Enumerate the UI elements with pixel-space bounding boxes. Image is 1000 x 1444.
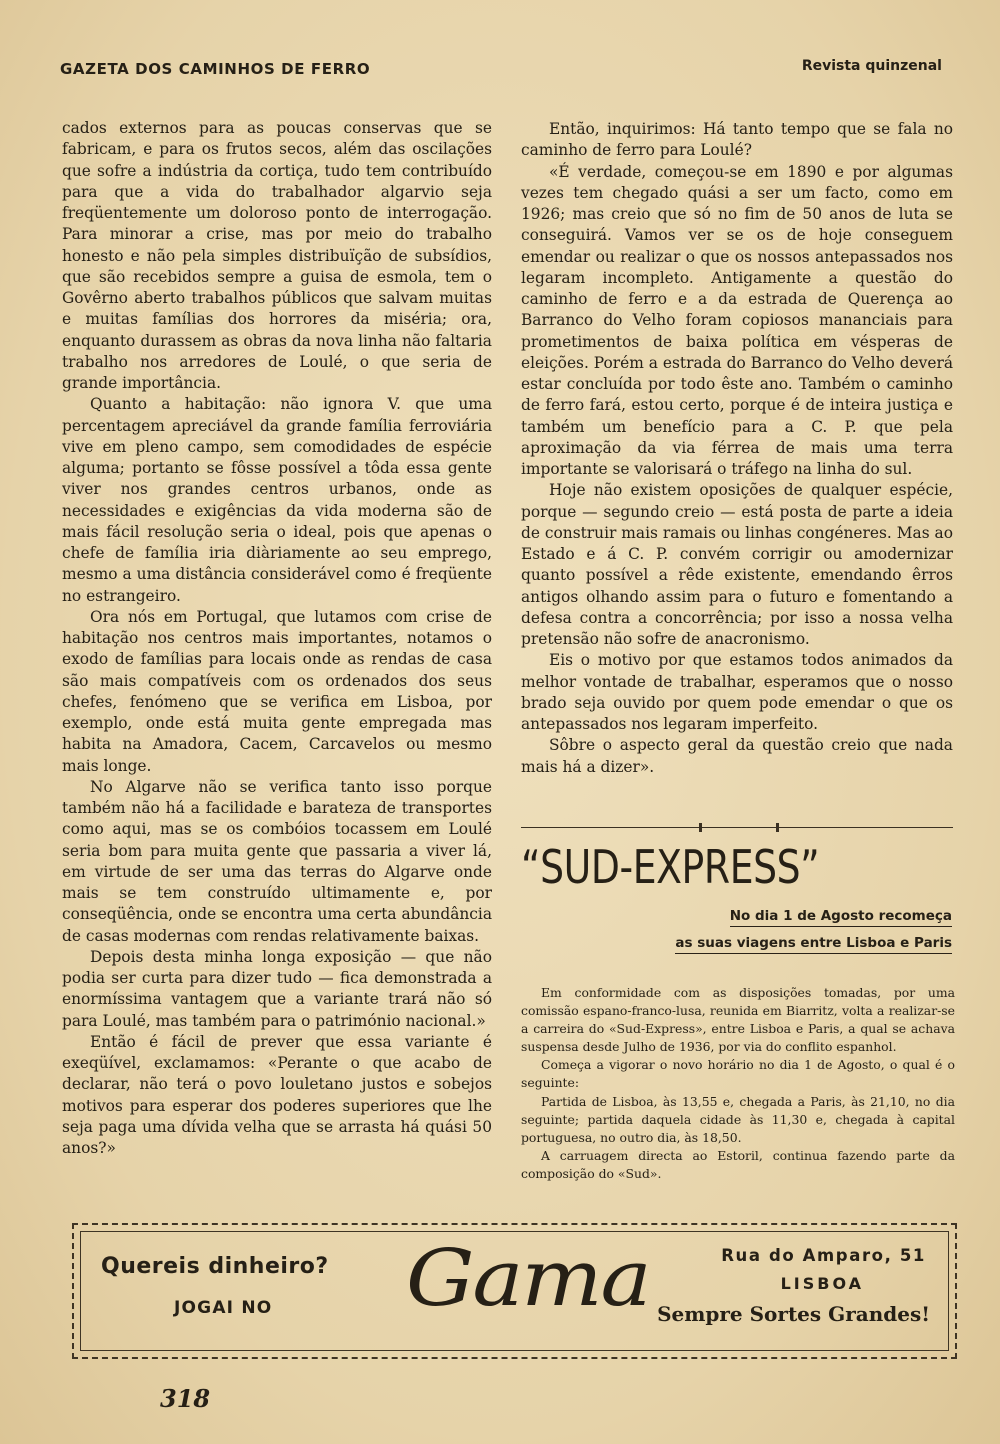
advert-play: JOGAI NO	[174, 1298, 273, 1318]
paragraph: Começa a vigorar o novo horário no dia 1 de Agosto, o qual é o seguinte:	[521, 1057, 955, 1091]
advert-question: Quereis dinheiro?	[101, 1254, 329, 1279]
paragraph: Então, inquirimos: Há tanto tempo que se fala no caminho de ferro para Loulé?	[521, 120, 953, 160]
paragraph: Eis o motivo por que estamos todos animados da melhor vontade de trabalhar, esperamos que o nosso brado seja ouvido por quem pode emendar o que os antepassados nos legaram imperfeito.	[521, 651, 953, 733]
paragraph: «É verdade, começou-se em 1890 e por algumas vezes tem chegado quási a ser um facto, como em 1926; mas creio que só no fim de 50 anos de luta se conseguirá. Vamos ver se os de hoje conseguem emendar ou realizar o que os nossos antepassados nos legaram incompleto. Antigamente a questão do caminho de ferro e a da estrada de Querença ao Barranco do Velho foram copiosos mananciais para prometimentos de baixa política em vésperas de eleições. Porém a estrada do Barranco do Velho deverá estar concluída por todo êste ano. Também o caminho de ferro fará, estou certo, porque é de inteira justiça e também um benefício para a C. P. que pela aproximação da via férrea de mais uma terra importante se valorisará o tráfego na linha do sul.	[521, 162, 953, 478]
paragraph: Ora nós em Portugal, que lutamos com crise de habitação nos centros mais importantes, notamos o exodo de famílias para locais onde as rendas de casa são mais compatíveis com os ordenados dos seus chefes, fenómeno que se verifica em Lisboa, por exemplo, onde está muita gente empregada mas habita na Amadora, Cacem, Carcavelos ou mesmo mais longe.	[62, 607, 492, 775]
article-subtitle: No dia 1 de Agosto recomeça	[730, 908, 952, 924]
advert-slogan: Sempre Sortes Grandes!	[657, 1302, 930, 1326]
paragraph: Sôbre o aspecto geral da questão creio que nada mais há a dizer».	[521, 736, 953, 776]
paragraph: Partida de Lisboa, às 13,55 e, chegada a Paris, às 21,10, no dia seguinte; partida daquela cidade às 11,30 e, chegada à capital portuguesa, no outro dia, às 18,50.	[521, 1093, 955, 1145]
paragraph: No Algarve não se verifica tanto isso porque também não há a facilidade e barateza de transportes como aqui, mas se os combóios tocassem em Loulé seria bom para muita gente que passaria a viver lá, em virtude de ser uma das terras do Algarve onde mais se tem construído ultimamente e, por conseqüência, onde se encontra uma certa abundância de casas modernas com rendas relativamente baixas.	[62, 777, 492, 945]
paragraph: cados externos para as poucas conservas que se fabricam, e para os frutos secos, além das oscilações que sofre a indústria da cortiça, tudo tem contribuído para que a vida do trabalhador algarvio seja freqüentemente um doloroso ponto de interrogação. Para minorar a crise, mas por meio do trabalho honesto e não pela simples distribuïção de subsídios, que são recebidos sempre a guisa de esmola, tem o Govêrno aberto trabalhos públicos que salvam muitas e muitas famílias dos horrores da miséria; ora, enquanto durassem as obras da nova linha não faltaria trabalho nos arredores de Loulé, o que seria de grande importância.	[62, 119, 492, 392]
section-divider	[521, 827, 953, 828]
journal-title: GAZETA DOS CAMINHOS DE FERRO	[60, 60, 371, 78]
paragraph: Hoje não existem oposições de qualquer espécie, porque — segundo creio — está posta de parte a ideia de construir mais ramais ou linhas congéneres. Mas ao Estado e á C. P. convém corrigir ou amodernizar quanto possível a rêde existente, emendando êrros antigos olhando assim para o futuro e fomentando a defesa contra a concorrência; por isso a nossa velha pretensão não sofre de anacronismo.	[521, 481, 953, 648]
paragraph: Em conformidade com as disposições tomadas, por uma comissão espano-franco-lusa, reunida em Biarritz, volta a realizar-se a carreira do «Sud-Express», entre Lisboa e Paris, a qual se achava suspensa desde Julho de 1936, por via do conflito espanhol.	[521, 985, 955, 1055]
article-subtitle: as suas viagens entre Lisboa e Paris	[675, 935, 952, 951]
paragraph: A carruagem directa ao Estoril, continua fazendo parte da composição do «Sud».	[521, 1147, 955, 1181]
paragraph: Quanto a habitação: não ignora V. que uma percentagem apreciável da grande família ferroviária vive em pleno campo, sem comodidades de espécie alguma; portanto se fôsse possível a tôda essa gente viver nos grandes centros urbanos, onde as necessidades e exigências da vida moderna são de mais fácil resolução seria o ideal, pois que apenas o chefe de família iria diàriamente ao seu emprego, mesmo a uma distância considerável como é freqüente no estrangeiro.	[62, 395, 492, 605]
lottery-advert	[72, 1223, 957, 1359]
advert-city: LISBOA	[780, 1274, 864, 1293]
advert-address: Rua do Amparo, 51	[721, 1246, 926, 1265]
advert-brand-logo: Gama	[406, 1234, 650, 1324]
right-column	[521, 119, 953, 778]
paragraph: Então é fácil de prever que essa variante é exeqüível, exclamamos: «Perante o que acabo de declarar, não terá o povo louletano justos e sobejos motivos para esperar dos poderes superiores que lhe seja paga uma dívida velha que se arrasta há quási 50 anos?»	[62, 1032, 492, 1157]
left-column	[62, 118, 492, 1159]
page-number: 318	[160, 1384, 211, 1413]
article-body	[521, 984, 955, 1183]
journal-frequency: Revista quinzenal	[801, 58, 942, 74]
paragraph: Depois desta minha longa exposição — que não podia ser curta para dizer tudo — fica demonstrada a enormíssima vantagem que a variante trará não só para Loulé, mas também para o património nacional.»	[62, 947, 492, 1030]
article-title: “SUD-EXPRESS”	[521, 840, 820, 894]
